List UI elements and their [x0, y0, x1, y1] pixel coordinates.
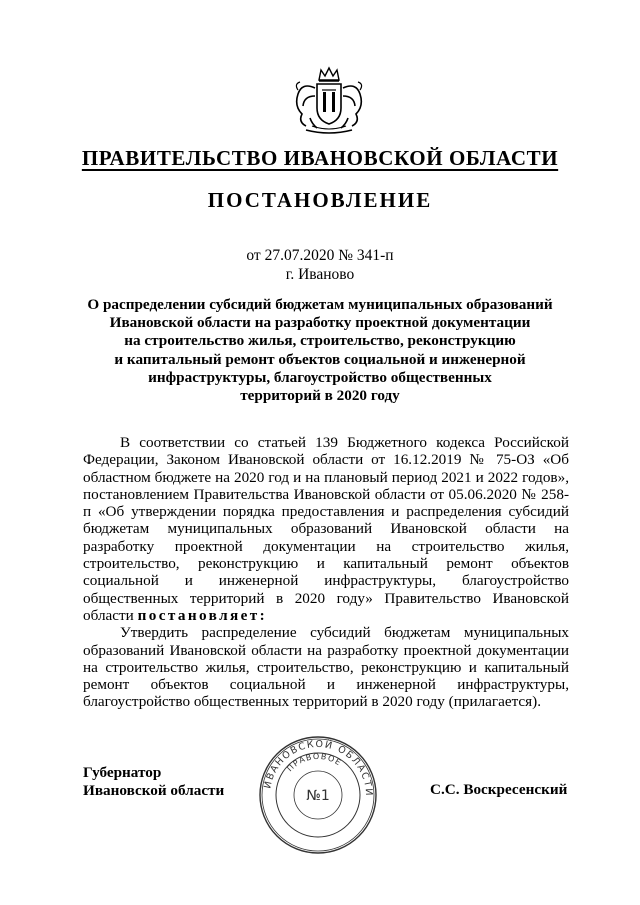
coat-of-arms-emblem [288, 66, 370, 136]
subject-line: территорий в 2020 году [240, 387, 400, 405]
position-line: Губернатор [83, 764, 162, 781]
stamp-center-number: №1 [306, 788, 330, 804]
stamp-inner-text: ПРАВОВОЕ [285, 751, 344, 774]
stamp-outer-text: ИВАНОВСКОЙ ОБЛАСТИ [262, 738, 375, 798]
subject-line: и капитальный ремонт объектов социальной и инженерной [114, 350, 526, 368]
document-body [83, 434, 569, 711]
body-paragraph-preamble [83, 434, 569, 624]
document-type-heading: ПОСТАНОВЛЕНИЕ [207, 188, 433, 212]
signatory-position [83, 764, 224, 799]
document-subject [70, 296, 570, 405]
preamble-text: В соответствии со статьей 139 Бюджетного кодекса Российской Федерации, Законом Ивановской области от 16.12.2019 № 75-ОЗ «Об областном бюджете на 2020 год и на плановый период 2021 и 2022 годов», постановлением Правительства Ивановской области от 05.06.2020 № 258-п «Об утверждении порядка предоставления и распределения субсидий бюджетам муниципальных образований Ивановской области на разработку проектной документации на строительство жилья, строительство, реконструкцию и капитальный ремонт объектов социальной и инженерной инфраструктуры, благоустройство общественных территорий в 2020 году» Правительство Ивановской области [83, 434, 569, 624]
position-line: Ивановской области [83, 781, 225, 799]
subject-line: инфраструктуры, благоустройство общественных [148, 368, 492, 386]
body-paragraph-resolution: Утвердить распределение субсидий бюджетам муниципальных образований Ивановской области на разработку проектной документации на строительство жилья, строительство, реконструкцию и капитальный ремонт объектов социальной и инженерной инфраструктуры, благоустройство общественных территорий в 2020 году (прилагается). [83, 624, 569, 711]
subject-line: Ивановской области на разработку проектной документации [109, 314, 531, 332]
subject-line: О распределении субсидий бюджетам муниципальных образований [87, 296, 553, 313]
signatory-name: С.С. Воскресенский [430, 781, 568, 798]
city: г. Иваново [285, 266, 355, 283]
subject-line: на строительство жилья, строительство, реконструкцию [124, 332, 516, 350]
government-title: ПРАВИТЕЛЬСТВО ИВАНОВСКОЙ ОБЛАСТИ [81, 146, 559, 170]
resolves-word: постановляет: [137, 606, 268, 624]
date-and-number: от 27.07.2020 № 341-п [246, 247, 394, 264]
official-stamp [256, 733, 380, 857]
